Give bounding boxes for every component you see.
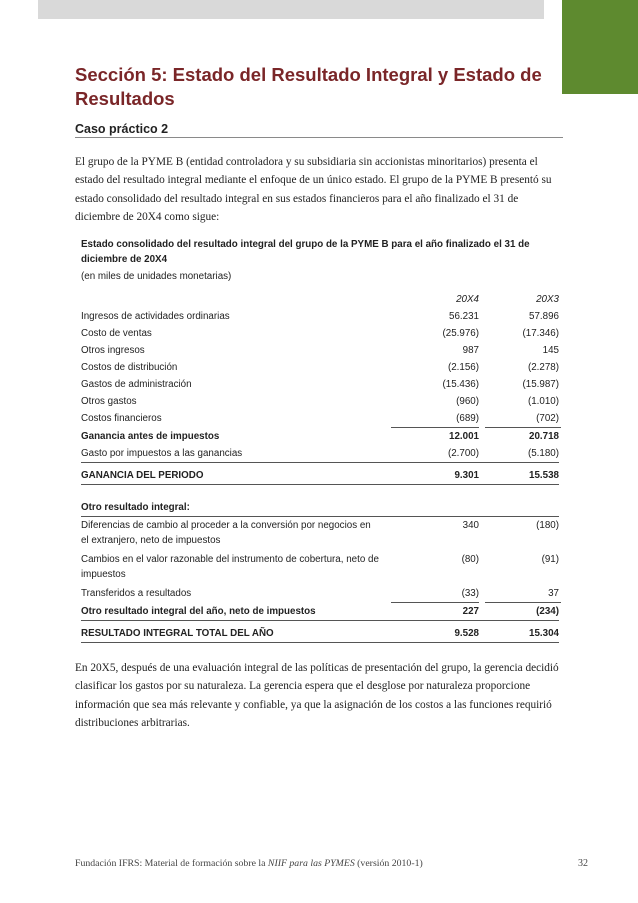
closing-paragraph: En 20X5, después de una evaluación integral de las políticas de presentación del grupo, la gerencia decidió clasificar los gastos por su naturaleza. La gerencia espera que el desglose por naturaleza proporcione información que sea más relevante y confiable, ya que la asignación de los costos a las funciones requirió distribuciones arbitrarias. [75,662,559,729]
row-label: Costos financieros [81,413,162,424]
row-value-20x4: 987 [462,345,479,356]
section-title: Sección 5: Estado del Resultado Integral y Estado de Resultados [75,64,542,109]
total-rule-top [81,620,559,621]
income-statement-table [81,237,561,643]
column-header-20x3: 20X3 [536,294,559,305]
column-headers [81,291,561,308]
subtitle-divider [75,137,563,138]
row-value-20x3: (702) [536,413,559,424]
table-row [81,517,561,551]
page-number: 32 [578,858,588,869]
row-label: RESULTADO INTEGRAL TOTAL DEL AÑO [81,628,274,639]
table-row [81,359,561,376]
page-footer [75,858,423,869]
row-label: Gastos de administración [81,379,192,390]
row-label: Ganancia antes de impuestos [81,431,220,442]
row-value-20x3: (1.010) [527,396,559,407]
table-row [81,325,561,342]
profit-rule-top [81,462,559,463]
row-value-20x4: 56.231 [449,311,479,322]
row-value-20x4: (960) [456,396,479,407]
column-header-20x4: 20X4 [456,294,479,305]
table-heading: Estado consolidado del resultado integral del grupo de la PYME B para el año finalizado el 31 de diciembre de 20X4 [81,239,530,265]
row-label: Ingresos de actividades ordinarias [81,311,230,322]
case-study-subtitle: Caso práctico 2 [75,122,169,136]
row-label: Diferencias de cambio al proceder a la conversión por negocios en el extranjero, neto de impuestos [81,520,371,546]
row-value-20x3: 37 [548,588,559,599]
table-row [81,445,561,462]
oci-heading-label: Otro resultado integral: [81,502,190,513]
row-value-20x4: 12.001 [449,431,479,442]
table-row [81,376,561,393]
row-label: GANANCIA DEL PERIODO [81,470,204,481]
row-value-20x3: (2.278) [527,362,559,373]
table-row [81,342,561,359]
row-label: Otro resultado integral del año, neto de impuestos [81,606,316,617]
row-label: Costos de distribución [81,362,178,373]
row-value-20x4: (25.976) [442,328,479,339]
row-value-20x3: 145 [542,345,559,356]
row-label: Transferidos a resultados [81,588,192,599]
row-value-20x3: 57.896 [529,311,559,322]
table-row [81,308,561,325]
row-value-20x4: 9.528 [454,628,479,639]
header-green-tab [562,0,638,94]
header-gray-bar [38,0,544,19]
row-label: Cambios en el valor razonable del instrumento de cobertura, neto de impuestos [81,554,379,580]
row-label: Otros gastos [81,396,137,407]
table-row [81,585,561,602]
row-value-20x3: (5.180) [527,448,559,459]
footer-prefix: Fundación IFRS: Material de formación sobre la [75,858,268,869]
row-value-20x4: (689) [456,413,479,424]
row-value-20x4: (80) [461,554,479,565]
table-row-total-comprehensive-income [81,625,561,642]
row-value-20x3: (234) [536,606,559,617]
footer-italic-title: NIIF para las PYMES [267,858,355,869]
row-value-20x4: (33) [461,588,479,599]
total-rule-bottom [81,642,559,643]
row-value-20x3: (17.346) [522,328,559,339]
row-value-20x4: (2.700) [447,448,479,459]
table-units: (en miles de unidades monetarias) [81,271,232,282]
table-row-profit-for-period [81,467,561,484]
footer-suffix: (versión 2010-1) [354,858,423,869]
table-row-profit-before-tax [81,428,561,445]
row-value-20x3: 15.538 [529,470,559,481]
row-value-20x4: 340 [462,520,479,531]
table-row [81,393,561,410]
row-value-20x4: 227 [462,606,479,617]
intro-paragraph: El grupo de la PYME B (entidad controladora y su subsidiaria sin accionistas minoritarios) presenta el estado del resultado integral mediante el enfoque de un único estado. El grupo de la PYME B presentó su estado consolidado del resultado integral en sus estados financieros para el año finalizado el 31 de diciembre de 20X4 como sigue: [75,156,552,223]
row-value-20x4: (15.436) [442,379,479,390]
row-label: Otros ingresos [81,345,145,356]
table-row-oci-total [81,603,561,620]
oci-heading [81,499,561,516]
row-value-20x4: (2.156) [447,362,479,373]
row-value-20x3: (180) [536,520,559,531]
row-label: Gasto por impuestos a las ganancias [81,448,243,459]
table-row [81,551,561,585]
row-label: Costo de ventas [81,328,152,339]
row-value-20x3: 20.718 [529,431,559,442]
row-value-20x3: (91) [541,554,559,565]
table-row [81,410,561,427]
row-value-20x3: 15.304 [529,628,559,639]
row-value-20x4: 9.301 [454,470,479,481]
row-value-20x3: (15.987) [522,379,559,390]
